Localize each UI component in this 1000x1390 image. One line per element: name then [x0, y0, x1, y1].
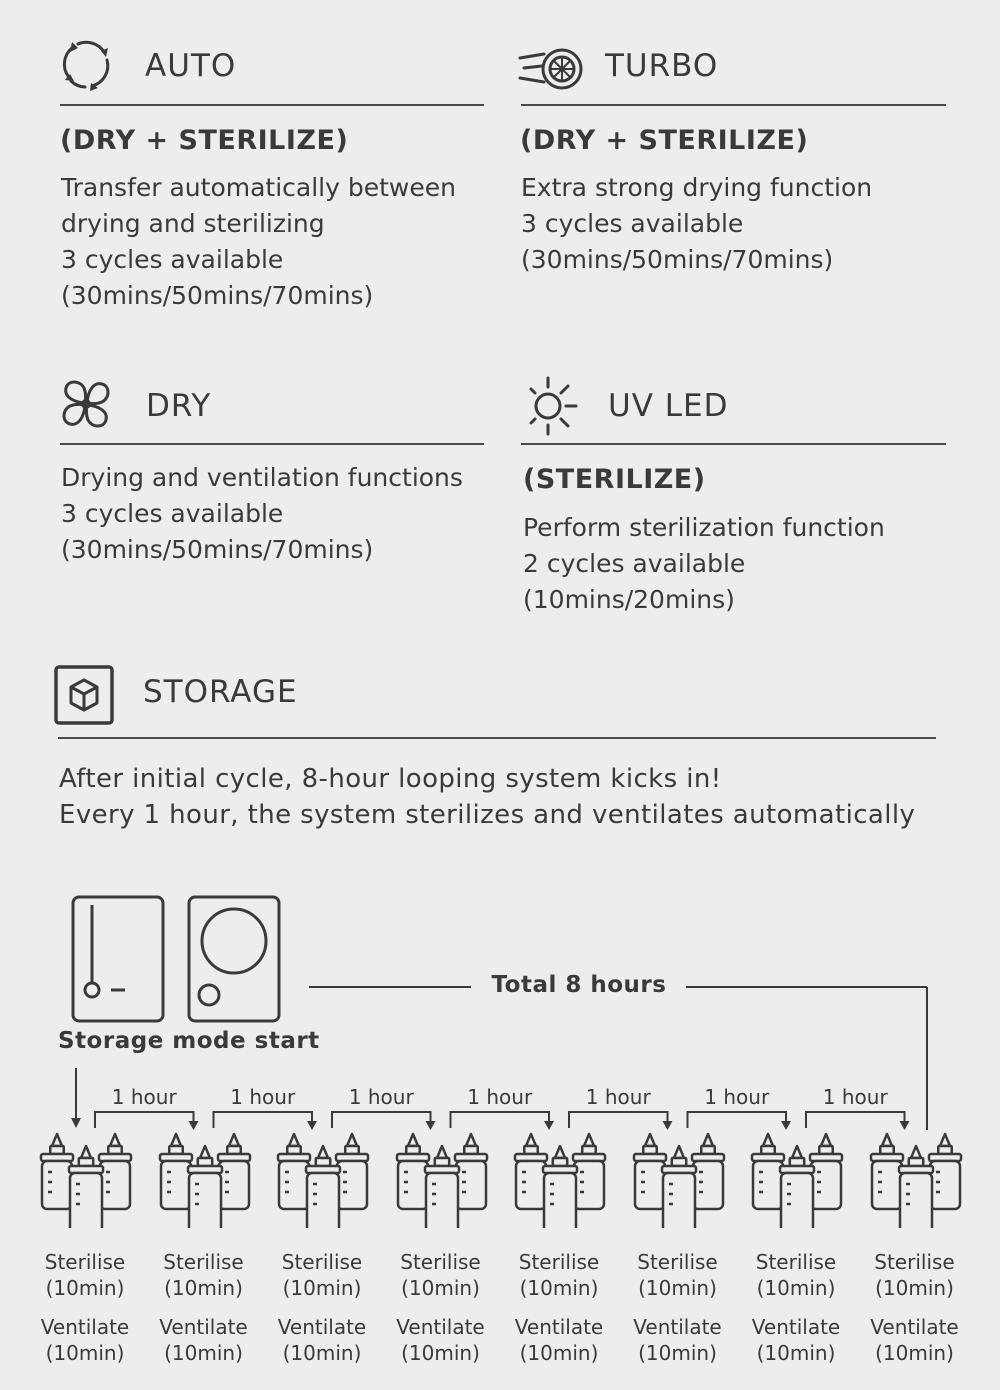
storage-title: STORAGE	[143, 674, 298, 710]
dry-line-2: 3 cycles available	[61, 499, 284, 528]
ventilate-caption: Ventilate (10min)	[277, 1315, 367, 1365]
hour-label: 1 hour	[348, 1085, 414, 1109]
hour-bracket	[806, 1112, 910, 1130]
sterilise-caption: Sterilise (10min)	[163, 1250, 244, 1300]
hour-label: 1 hour	[467, 1085, 533, 1109]
auto-line-1: Transfer automatically between	[61, 173, 456, 202]
turbo-line-1: Extra strong drying function	[521, 173, 873, 202]
hour-bracket	[451, 1112, 555, 1130]
auto-line-2: drying and sterilizing	[61, 209, 325, 238]
turbo-subtitle: (DRY + STERILIZE)	[520, 125, 809, 156]
dry-title: DRY	[146, 388, 212, 424]
ventilate-caption: Ventilate (10min)	[870, 1315, 959, 1365]
auto-title: AUTO	[145, 48, 237, 84]
auto-line-3: 3 cycles available	[61, 245, 284, 274]
bottle-group-icon	[749, 1132, 849, 1228]
sterilise-caption: Sterilise (10min)	[637, 1250, 718, 1300]
ventilate-caption: Ventilate (10min)	[396, 1315, 485, 1365]
hour-label: 1 hour	[822, 1085, 888, 1109]
turbo-line-3: (30mins/50mins/70mins)	[521, 245, 834, 274]
turbo-title: TURBO	[605, 48, 719, 84]
auto-line-4: (30mins/50mins/70mins)	[61, 281, 374, 310]
bottle-group-icon	[512, 1132, 612, 1228]
hour-bracket	[569, 1112, 673, 1130]
uv-title: UV LED	[608, 388, 729, 424]
uv-line-1: Perform sterilization function	[523, 513, 885, 542]
sterilise-caption: Sterilise (10min)	[281, 1250, 363, 1300]
ventilate-caption: Ventilate (10min)	[751, 1315, 841, 1365]
sterilise-caption: Sterilise (10min)	[874, 1250, 955, 1300]
bottle-group-icon	[868, 1132, 968, 1228]
sterilise-caption: Sterilise (10min)	[400, 1250, 481, 1300]
uv-subtitle: (STERILIZE)	[523, 464, 706, 495]
bottle-group-icon	[157, 1132, 257, 1228]
bottle-group-icon	[631, 1132, 731, 1228]
uv-line-2: 2 cycles available	[523, 549, 746, 578]
hour-label: 1 hour	[230, 1085, 296, 1109]
storage-mode-start-label: Storage mode start	[58, 1028, 320, 1054]
storage-line-2: Every 1 hour, the system sterilizes and ventilates automatically	[59, 800, 916, 830]
hour-label: 1 hour	[585, 1085, 651, 1109]
hour-label: 1 hour	[111, 1085, 177, 1109]
auto-subtitle: (DRY + STERILIZE)	[60, 125, 349, 156]
bottle-group-icon	[275, 1132, 375, 1228]
hour-bracket	[332, 1112, 436, 1130]
ventilate-caption: Ventilate (10min)	[633, 1315, 722, 1365]
sterilise-caption: Sterilise (10min)	[44, 1250, 126, 1300]
ventilate-caption: Ventilate (10min)	[40, 1315, 130, 1365]
bottle-group-icon	[394, 1132, 494, 1228]
total-hours-label: Total 8 hours	[491, 972, 667, 998]
storage-line-1: After initial cycle, 8-hour looping system kicks in!	[59, 764, 722, 794]
sterilise-caption: Sterilise (10min)	[755, 1250, 837, 1300]
dry-line-1: Drying and ventilation functions	[61, 463, 463, 492]
hour-bracket	[95, 1112, 199, 1130]
sterilise-caption: Sterilise (10min)	[518, 1250, 600, 1300]
ventilate-caption: Ventilate (10min)	[514, 1315, 604, 1365]
ventilate-caption: Ventilate (10min)	[159, 1315, 248, 1365]
dry-line-3: (30mins/50mins/70mins)	[61, 535, 374, 564]
bottle-group-icon	[38, 1132, 138, 1228]
uv-line-3: (10mins/20mins)	[523, 585, 735, 614]
turbo-line-2: 3 cycles available	[521, 209, 744, 238]
hour-bracket	[214, 1112, 318, 1130]
hour-label: 1 hour	[704, 1085, 770, 1109]
hour-bracket	[688, 1112, 792, 1130]
